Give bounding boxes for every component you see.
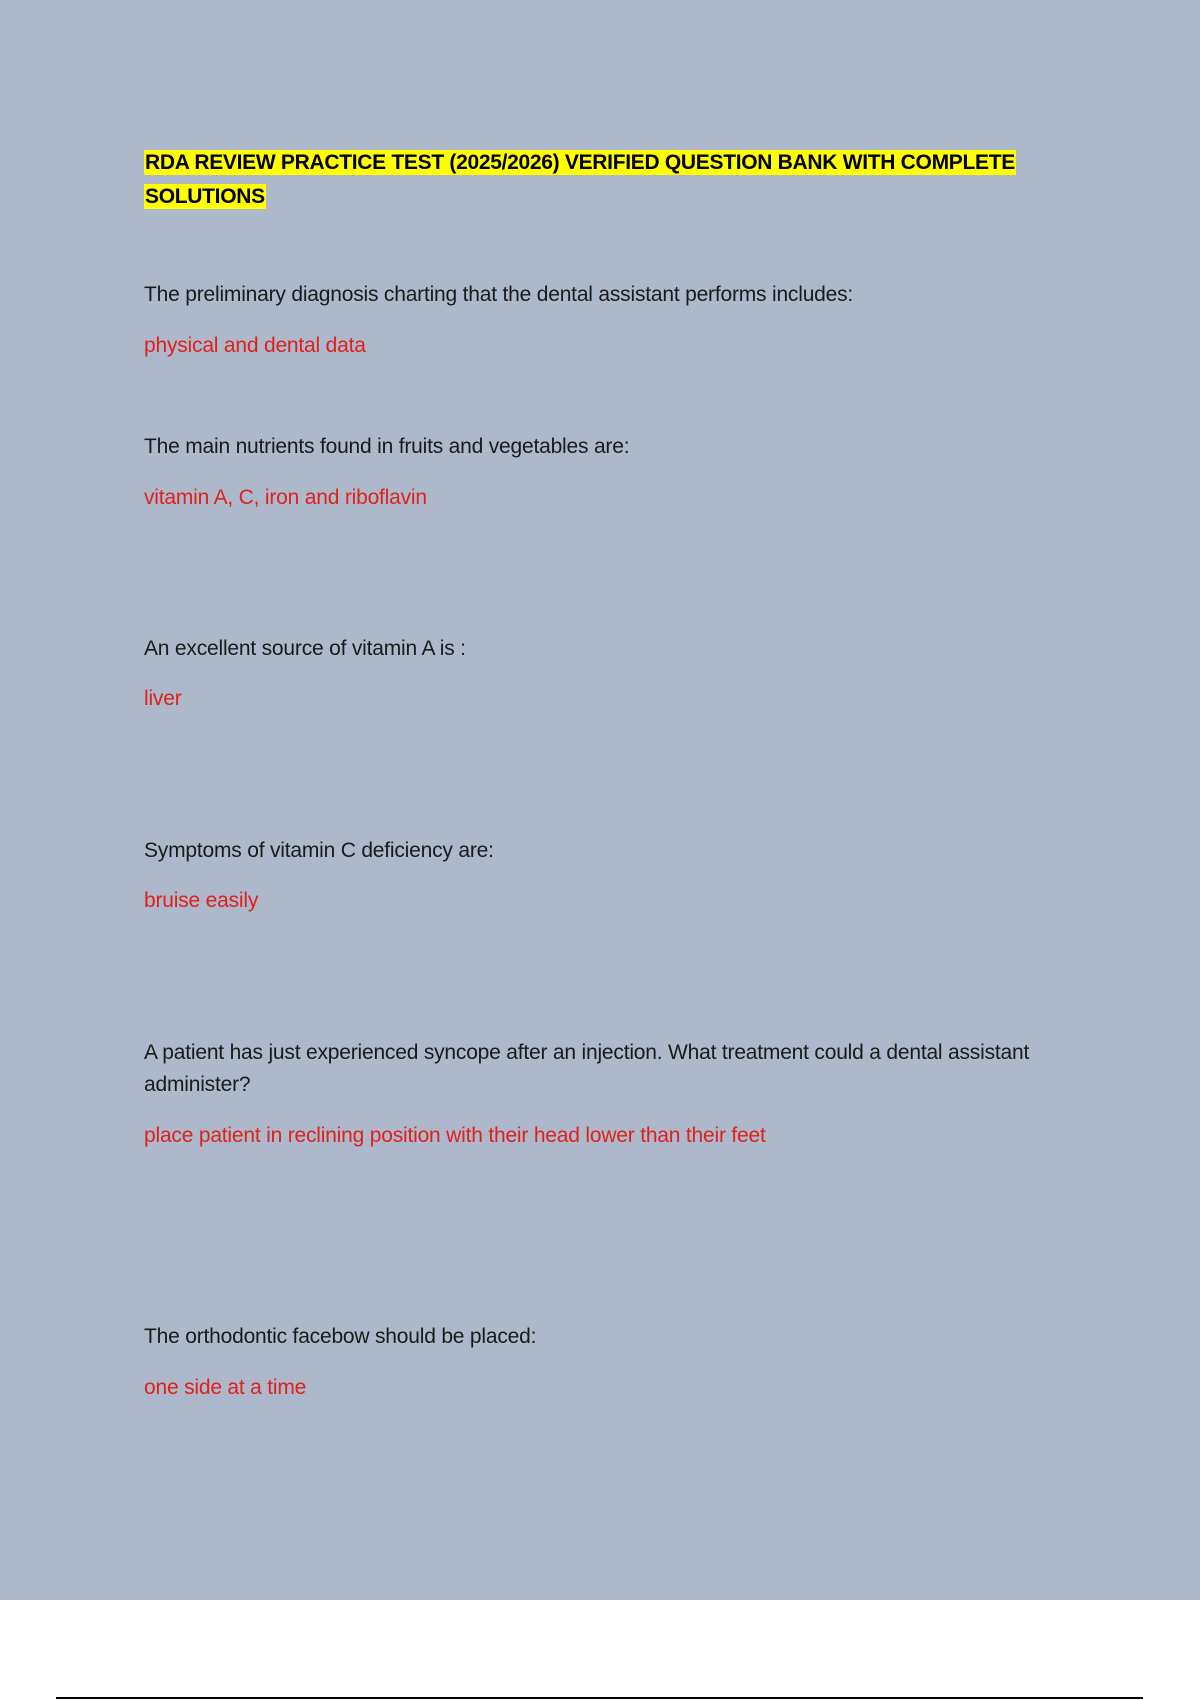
answer-2: vitamin A, C, iron and riboflavin — [144, 486, 427, 509]
answer-1: physical and dental data — [144, 334, 366, 357]
document-title — [144, 146, 1044, 214]
question-3: An excellent source of vitamin A is : — [144, 637, 466, 660]
answer-5: place patient in reclining position with their head lower than their feet — [144, 1124, 766, 1147]
question-2: The main nutrients found in fruits and vegetables are: — [144, 435, 630, 458]
answer-3: liver — [144, 687, 182, 710]
question-4: Symptoms of vitamin C deficiency are: — [144, 839, 494, 862]
answer-4: bruise easily — [144, 889, 259, 912]
title-highlight: RDA REVIEW PRACTICE TEST (2025/2026) VERIFIED QUESTION BANK WITH COMPLETE SOLUTIONS — [145, 151, 1015, 208]
footer-divider — [56, 1697, 1143, 1699]
question-6: The orthodontic facebow should be placed: — [144, 1325, 537, 1348]
question-5: A patient has just experienced syncope after an injection. What treatment could a dental assistant administer? — [144, 1041, 1030, 1096]
answer-6: one side at a time — [144, 1376, 307, 1399]
question-1: The preliminary diagnosis charting that the dental assistant performs includes: — [144, 283, 854, 306]
